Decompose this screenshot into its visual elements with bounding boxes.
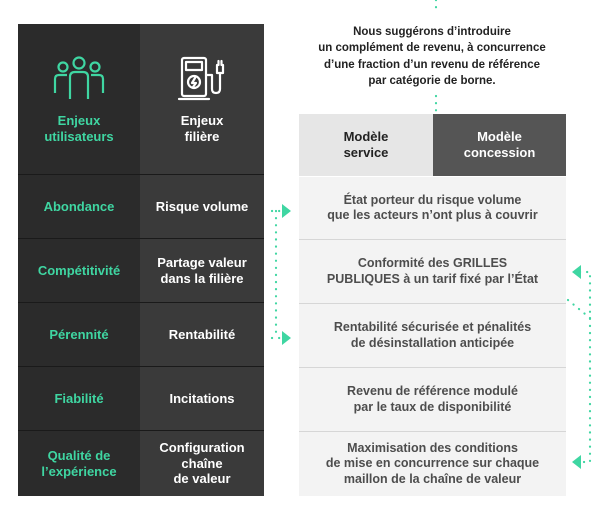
arrow-from-right-maximisation: [572, 455, 581, 469]
user-issue-perennite: Pérennité: [18, 303, 140, 366]
arrow-to-risk-row: [282, 204, 291, 218]
user-issue-qualite-experience: Qualité de l’expérience: [18, 431, 140, 496]
model-row-rentabilite: Rentabilité sécurisée et pénalités de désinstallation anticipée: [299, 304, 566, 367]
industry-issue-partage-valeur: Partage valeur dans la filière: [140, 239, 264, 302]
header-users-label: Enjeux utilisateurs: [44, 113, 114, 144]
user-issue-fiabilite: Fiabilité: [18, 367, 140, 430]
connector-right-grilles: [580, 272, 590, 462]
header-modele-concession: Modèle concession: [433, 114, 566, 176]
arrow-to-rentabilite-row: [282, 331, 291, 345]
left-table: [18, 24, 264, 496]
industry-issue-incitations: Incitations: [140, 367, 264, 430]
model-row-grilles: Conformité des GRILLES PUBLIQUES à un tarif fixé par l’État: [299, 240, 566, 303]
arrow-from-right-grilles: [572, 265, 581, 279]
industry-issue-risque-volume: Risque volume: [140, 175, 264, 238]
industry-issue-rentabilite: Rentabilité: [140, 303, 264, 366]
header-modele-service: Modèle service: [299, 114, 433, 176]
model-row-revenu: Revenu de référence modulé par le taux de disponibilité: [299, 368, 566, 431]
model-row-risque: État porteur du risque volume que les acteurs n’ont plus à couvrir: [299, 177, 566, 239]
user-issue-competitivite: Compétitivité: [18, 239, 140, 302]
header-users-cell: [18, 24, 140, 174]
header-industry-label: Enjeux filière: [180, 113, 224, 144]
charging-station-icon: [176, 53, 228, 105]
model-row-maximisation: Maximisation des conditions de mise en concurrence sur chaque maillon de la chaîne de valeur: [299, 432, 566, 496]
header-industry-cell: [140, 24, 264, 174]
connector-right-branch: [568, 300, 590, 318]
users-group-icon: [51, 53, 107, 105]
right-table: [299, 114, 566, 496]
industry-issue-configuration: Configuration chaîne de valeur: [140, 431, 264, 496]
intro-text: Nous suggérons d’introduire un complément de revenu, à concurrence d’une fraction d’un revenu de référence par catégorie de borne.: [318, 26, 546, 87]
user-issue-abondance: Abondance: [18, 175, 140, 238]
